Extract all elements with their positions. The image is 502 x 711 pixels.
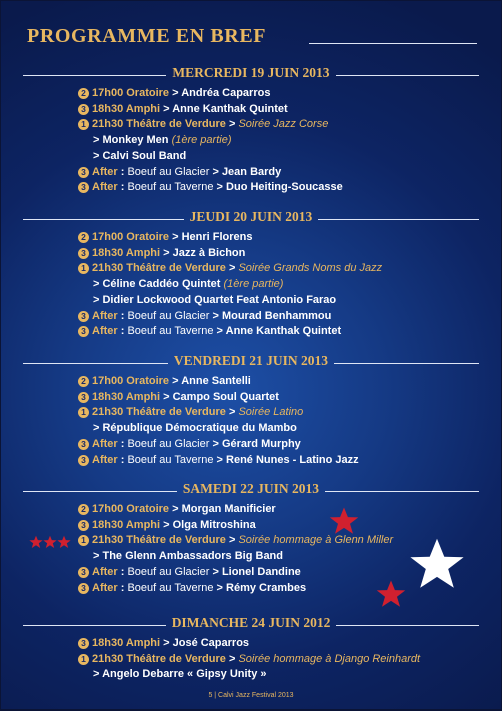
separator: > [93, 149, 103, 162]
venue-number-badge: 3 [78, 439, 89, 450]
day-header [23, 353, 479, 373]
program-line [93, 667, 267, 682]
separator: > [209, 309, 222, 322]
separator: > [225, 652, 239, 665]
page-footer: 5 | Calvi Jazz Festival 2013 [208, 692, 294, 699]
separator: : [117, 165, 128, 178]
venue-label: 17h00 Oratoire [92, 503, 170, 515]
venue-label: 18h30 Amphi [92, 637, 161, 649]
programme-page [1, 1, 501, 709]
artist-name: Campo Soul Quartet [172, 390, 279, 403]
header-rule [23, 491, 177, 492]
separator: : [117, 309, 128, 322]
separator: > [160, 246, 173, 259]
artist-name: Calvi Soul Band [102, 149, 187, 162]
separator: : [117, 565, 128, 578]
venue-number-badge: 2 [78, 504, 89, 515]
venue-label: 21h30 Théâtre de Verdure [92, 262, 226, 275]
separator: > [169, 231, 182, 243]
venue-number-badge: 3 [78, 182, 89, 193]
separator: > [213, 581, 227, 594]
program-line [78, 309, 331, 324]
header-rule [23, 219, 184, 220]
separator: > [160, 637, 173, 649]
header-rule [23, 75, 166, 76]
venue-number-badge: 3 [78, 392, 89, 403]
program-line [78, 86, 270, 101]
artist-name: Lionel Dandine [221, 565, 301, 578]
separator: > [225, 262, 239, 275]
program-line [78, 502, 276, 517]
venue-number-badge: 3 [78, 248, 89, 259]
after-location: Boeuf au Taverne [127, 581, 214, 594]
program-line [78, 581, 306, 596]
venue-label: After [92, 437, 118, 450]
page-title: PROGRAMME EN BREF [27, 25, 267, 47]
program-line [78, 230, 253, 245]
venue-number-badge: 1 [78, 263, 89, 274]
venue-number-badge: 3 [78, 520, 89, 531]
separator: > [209, 565, 222, 578]
header-rule [23, 625, 166, 626]
artist-name: Olga Mitroshina [172, 518, 256, 531]
soiree-theme: Soirée Grands Noms du Jazz [238, 262, 383, 275]
header-rule [325, 491, 479, 492]
artist-name: Andréa Caparros [181, 87, 271, 99]
separator: > [225, 534, 239, 547]
program-line [78, 453, 359, 468]
first-part-note: (1ère partie) [171, 134, 232, 147]
separator: > [93, 293, 103, 306]
program-line [93, 293, 336, 308]
artist-name: Mourad Benhammou [221, 309, 332, 322]
program-line [93, 133, 231, 148]
program-line [78, 165, 281, 180]
header-rule [318, 219, 479, 220]
day-title: SAMEDI 22 JUIN 2013 [182, 481, 320, 496]
soiree-theme: Soirée hommage à Glenn Miller [238, 534, 394, 547]
venue-number-badge: 1 [78, 535, 89, 546]
venue-number-badge: 1 [78, 654, 89, 665]
artist-name: Anne Santelli [181, 375, 251, 387]
day-title: MERCREDI 19 JUIN 2013 [172, 65, 330, 80]
artist-name: Rémy Crambes [226, 581, 307, 594]
artist-name: Céline Caddéo Quintet [102, 278, 221, 291]
venue-label: After [92, 581, 118, 594]
venue-number-badge: 2 [78, 376, 89, 387]
artist-name: Anne Kanthak Quintet [225, 325, 342, 338]
separator: > [225, 118, 239, 131]
soiree-theme: Soirée hommage à Django Reinhardt [238, 652, 421, 665]
venue-number-badge: 3 [78, 104, 89, 115]
program-line [78, 437, 301, 452]
program-line [78, 324, 341, 339]
separator: > [169, 87, 182, 99]
artist-name: Didier Lockwood Quartet Feat Antonio Farao [102, 293, 337, 306]
header-rule [336, 75, 479, 76]
venue-label: 21h30 Théâtre de Verdure [92, 406, 226, 419]
artist-name: José Caparros [172, 637, 250, 649]
separator: : [117, 581, 128, 594]
program-line [78, 636, 249, 651]
separator: > [209, 437, 222, 450]
artist-name: Anne Kanthak Quintet [172, 102, 288, 115]
program-line [78, 652, 420, 667]
header-rule [334, 363, 479, 364]
red-star-icon [43, 535, 57, 549]
venue-label: 21h30 Théâtre de Verdure [92, 118, 226, 131]
after-location: Boeuf au Taverne [127, 181, 214, 194]
separator: : [117, 325, 128, 338]
after-location: Boeuf au Glacier [127, 437, 210, 450]
venue-number-badge: 3 [78, 311, 89, 322]
separator: : [117, 181, 128, 194]
program-line [93, 149, 186, 164]
venue-label: After [92, 565, 118, 578]
artist-name: Monkey Men [102, 134, 169, 147]
venue-label: 21h30 Théâtre de Verdure [92, 652, 226, 665]
separator: > [213, 453, 227, 466]
venue-label: After [92, 309, 118, 322]
venue-label: After [92, 165, 118, 178]
day-header [23, 65, 479, 85]
red-star-icon [376, 579, 406, 609]
venue-number-badge: 3 [78, 167, 89, 178]
separator: > [160, 390, 173, 403]
venue-label: 18h30 Amphi [92, 246, 161, 259]
separator: > [169, 503, 182, 515]
separator: > [93, 278, 103, 291]
day-header [23, 481, 479, 501]
day-title: VENDREDI 21 JUIN 2013 [173, 353, 329, 368]
venue-number-badge: 1 [78, 119, 89, 130]
venue-label: 18h30 Amphi [92, 102, 161, 115]
artist-name: Gérard Murphy [221, 437, 301, 450]
artist-name: Henri Florens [181, 231, 253, 243]
after-location: Boeuf au Taverne [127, 325, 214, 338]
program-line [78, 180, 343, 195]
venue-number-badge: 2 [78, 88, 89, 99]
separator: > [169, 375, 182, 387]
program-line [78, 261, 382, 276]
separator: > [213, 325, 226, 338]
day-title: DIMANCHE 24 JUIN 2012 [171, 615, 331, 630]
white-star-icon [408, 536, 466, 592]
venue-number-badge: 3 [78, 567, 89, 578]
program-line [78, 405, 303, 420]
header-rule [23, 363, 168, 364]
day-header [23, 209, 479, 229]
red-star-icon [29, 535, 43, 549]
separator: > [93, 668, 103, 681]
program-line [78, 374, 251, 389]
header-rule [336, 625, 479, 626]
after-location: Boeuf au Glacier [127, 309, 210, 322]
first-part-note: (1ère partie) [223, 278, 284, 291]
venue-number-badge: 1 [78, 407, 89, 418]
venue-label: 18h30 Amphi [92, 390, 161, 403]
venue-label: After [92, 325, 118, 338]
program-line [78, 102, 288, 117]
after-location: Boeuf au Glacier [127, 565, 210, 578]
program-line [78, 565, 301, 580]
separator: > [160, 518, 173, 531]
separator: > [213, 181, 227, 194]
separator: > [93, 422, 103, 435]
venue-number-badge: 3 [78, 455, 89, 466]
venue-label: 21h30 Théâtre de Verdure [92, 534, 226, 547]
red-star-icon [329, 506, 359, 536]
venue-label: After [92, 453, 118, 466]
after-location: Boeuf au Taverne [127, 453, 214, 466]
program-line [93, 549, 283, 564]
venue-number-badge: 3 [78, 583, 89, 594]
venue-number-badge: 2 [78, 232, 89, 243]
soiree-theme: Soirée Jazz Corse [238, 118, 329, 131]
program-line [93, 277, 283, 292]
artist-name: Morgan Manificier [181, 503, 276, 515]
artist-name: René Nunes - Latino Jazz [226, 453, 359, 466]
artist-name: The Glenn Ambassadors Big Band [102, 550, 283, 563]
day-header [23, 615, 479, 635]
separator: > [93, 550, 103, 563]
separator: > [160, 102, 173, 115]
venue-label: 17h00 Oratoire [92, 87, 170, 99]
artist-name: Duo Heiting-Soucasse [226, 181, 343, 194]
title-divider [309, 43, 477, 44]
program-line [78, 518, 256, 533]
program-line [78, 246, 245, 261]
artist-name: République Démocratique du Mambo [102, 422, 297, 435]
red-star-icon [57, 535, 71, 549]
venue-label: 17h00 Oratoire [92, 231, 170, 243]
separator: : [117, 437, 128, 450]
separator: > [225, 406, 239, 419]
separator: > [93, 134, 103, 147]
after-location: Boeuf au Glacier [127, 165, 210, 178]
program-line [93, 421, 297, 436]
program-line [78, 390, 279, 405]
day-title: JEUDI 20 JUIN 2013 [189, 209, 313, 224]
artist-name: Angelo Debarre « Gipsy Unity » [102, 668, 267, 681]
program-line [78, 117, 328, 132]
venue-number-badge: 3 [78, 638, 89, 649]
artist-name: Jazz à Bichon [172, 246, 246, 259]
venue-label: 18h30 Amphi [92, 518, 161, 531]
separator: : [117, 453, 128, 466]
venue-number-badge: 3 [78, 326, 89, 337]
venue-label: 17h00 Oratoire [92, 375, 170, 387]
venue-label: After [92, 181, 118, 194]
soiree-theme: Soirée Latino [238, 406, 304, 419]
separator: > [209, 165, 222, 178]
artist-name: Jean Bardy [221, 165, 282, 178]
